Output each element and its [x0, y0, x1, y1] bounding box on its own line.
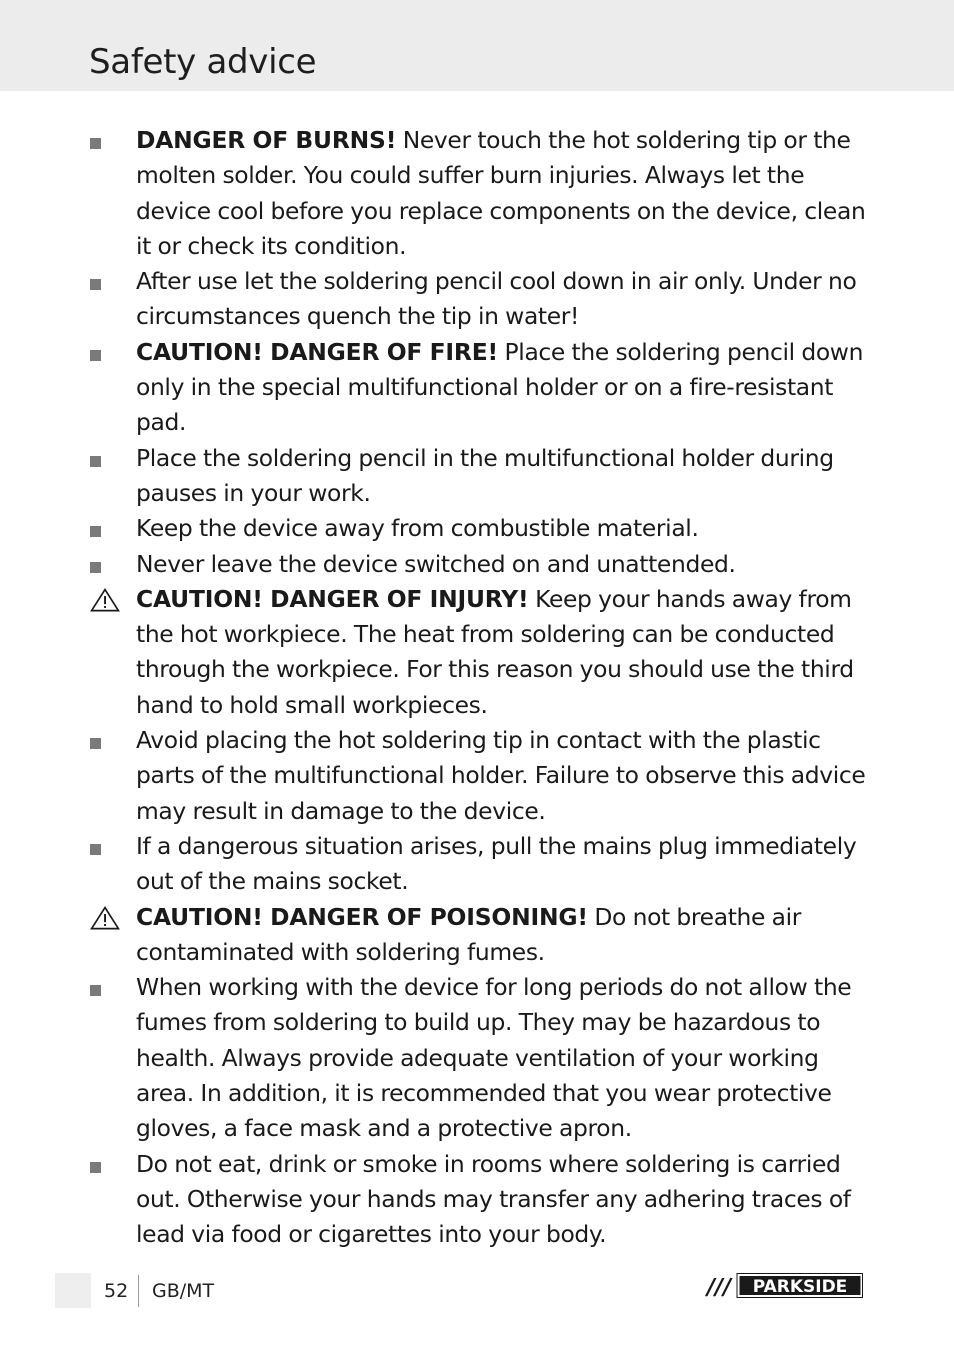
country-code: GB/MT [152, 1280, 215, 1302]
square-bullet-icon [90, 985, 101, 996]
square-bullet-icon [90, 526, 101, 537]
advice-text: Place the soldering pencil in the multifunctional holder during pauses in your work. [136, 443, 834, 507]
advice-item-ventilation [0, 970, 866, 1146]
advice-item-mains-plug [0, 829, 866, 900]
advice-item-pauses [0, 441, 866, 512]
advice-item-fire [0, 335, 866, 441]
advice-text: If a dangerous situation arises, pull the mains plug immediately out of the mains socket. [136, 831, 857, 896]
advice-text: Never touch the hot soldering tip or the molten solder. You could suffer burn injuries. Always let the device cool before you replace components on the device, clean it or check its condition. [136, 126, 866, 260]
advice-text: Avoid placing the hot soldering tip in contact with the plastic parts of the multifunctional holder. Failure to observe this advice may result in damage to the device. [136, 726, 866, 825]
advice-text: After use let the soldering pencil cool down in air only. Under no circumstances quench the tip in water! [136, 267, 857, 331]
safety-advice-list [0, 123, 954, 1253]
parkside-logo [705, 1273, 863, 1298]
advice-text: Keep the device away from combustible material. [136, 514, 699, 543]
advice-item-poisoning [0, 900, 866, 971]
advice-item-injury [0, 582, 866, 723]
advice-text: Never leave the device switched on and unattended. [136, 549, 736, 578]
advice-item-eating [0, 1147, 866, 1253]
page-number: 52 [104, 1280, 129, 1302]
advice-text: Do not breathe air contaminated with soldering fumes. [136, 902, 802, 966]
warning-triangle-icon [90, 906, 122, 930]
advice-lead: CAUTION! DANGER OF FIRE! [136, 337, 498, 366]
advice-lead: DANGER OF BURNS! [136, 126, 397, 154]
square-bullet-icon [90, 562, 101, 573]
warning-triangle-icon [90, 588, 122, 612]
advice-text: Keep your hands away from the hot workpiece. The heat from soldering can be conducted through the workpiece. For this reason you should use the third hand to hold small workpieces. [136, 584, 854, 719]
advice-lead: CAUTION! DANGER OF INJURY! [136, 584, 529, 613]
advice-item-unattended [0, 547, 866, 582]
square-bullet-icon [90, 279, 101, 290]
advice-item-combustible [0, 511, 866, 546]
square-bullet-icon [90, 738, 101, 749]
square-bullet-icon [90, 844, 101, 855]
brand-name: PARKSIDE [752, 1277, 848, 1297]
advice-text: Do not eat, drink or smoke in rooms where soldering is carried out. Otherwise your hands may transfer any adhering traces of lead via food or cigarettes into your body. [136, 1149, 851, 1249]
brand-mark: /// [707, 1275, 732, 1298]
square-bullet-icon [90, 456, 101, 467]
footer-page-box [55, 1273, 91, 1308]
square-bullet-icon [90, 138, 101, 149]
page-title: Safety advice [89, 42, 317, 82]
advice-text: When working with the device for long periods do not allow the fumes from soldering to build up. They may be hazardous to health. Always provide adequate ventilation of your working area. In addition, it is recommended that you wear protective gloves, a face mask and a protective apron. [136, 973, 852, 1143]
footer-divider [138, 1275, 139, 1307]
square-bullet-icon [90, 350, 101, 361]
advice-item-plastic-parts [0, 723, 866, 829]
advice-item-cool-down [0, 264, 866, 335]
advice-lead: CAUTION! DANGER OF POISONING! [136, 902, 588, 931]
square-bullet-icon [90, 1162, 101, 1173]
advice-item-burns [0, 123, 866, 264]
advice-text: Place the soldering pencil down only in the special multifunctional holder or on a fire-resistant pad. [136, 337, 864, 437]
